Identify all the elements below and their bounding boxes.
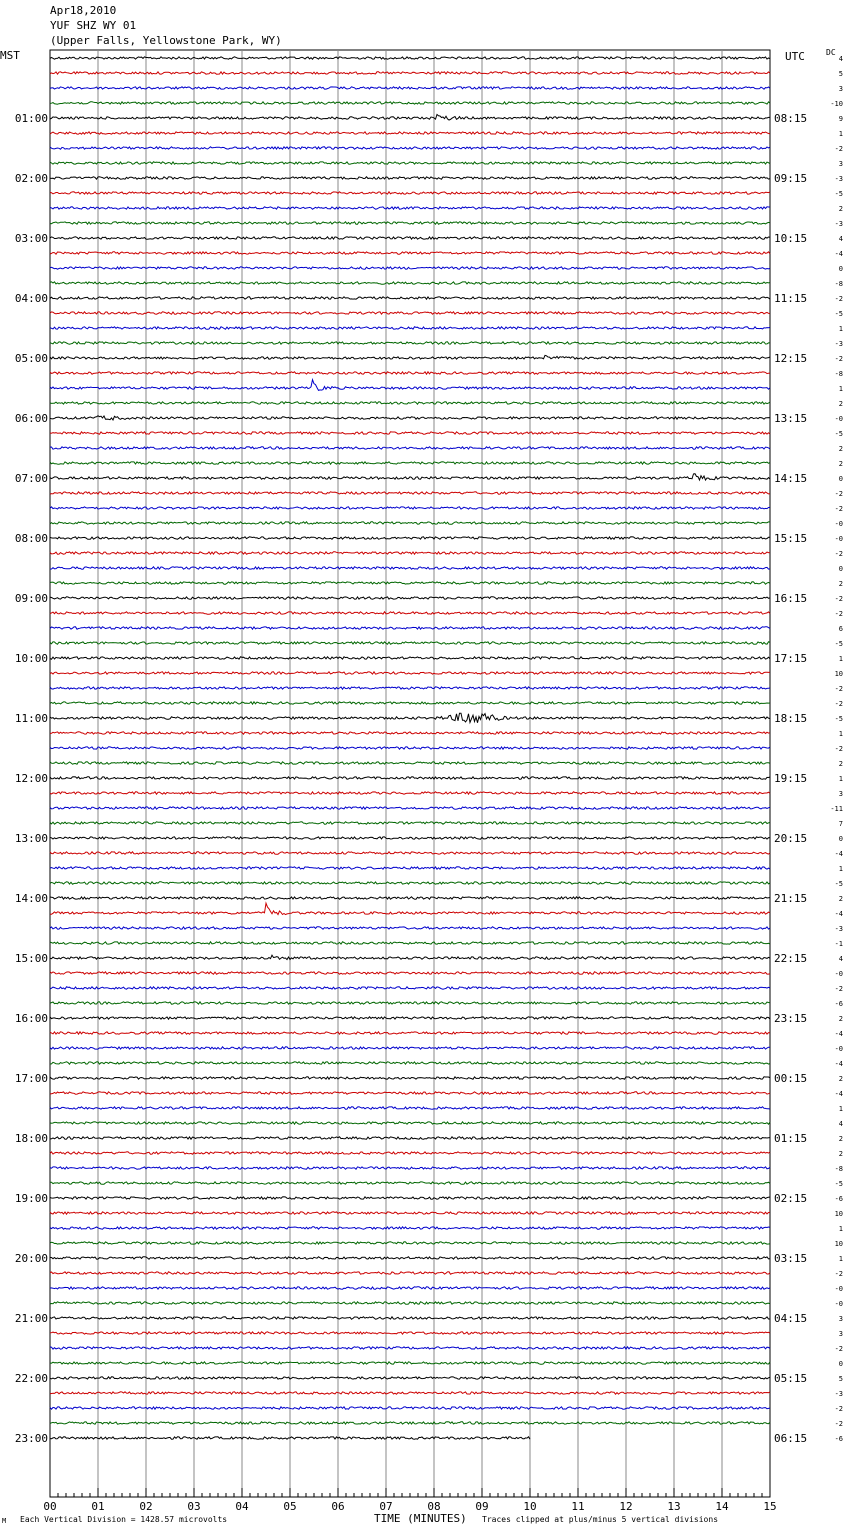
trace-line bbox=[50, 147, 770, 149]
hour-label-right: 13:15 bbox=[774, 412, 808, 425]
dc-offset-value: 2 bbox=[838, 1075, 843, 1083]
trace-line bbox=[50, 537, 770, 539]
dc-offset-value: -0 bbox=[834, 520, 843, 528]
dc-offset-value: 1 bbox=[838, 775, 843, 783]
trace-line bbox=[50, 342, 770, 344]
x-tick-label: 06 bbox=[331, 1500, 345, 1513]
dc-offset-value: -4 bbox=[834, 1060, 843, 1068]
trace-line bbox=[50, 522, 770, 524]
dc-offset-value: 5 bbox=[838, 70, 843, 78]
hour-label-left: 14:00 bbox=[14, 892, 48, 905]
trace-line bbox=[50, 612, 770, 614]
trace-line bbox=[50, 1212, 770, 1214]
dc-offset-value: 3 bbox=[838, 1315, 843, 1323]
dc-offset-value: -1 bbox=[834, 940, 843, 948]
dc-offset-value: -2 bbox=[834, 610, 843, 618]
hour-label-right: 15:15 bbox=[774, 532, 808, 545]
x-tick-label: 13 bbox=[667, 1500, 681, 1513]
dc-offset-value: 1 bbox=[838, 1255, 843, 1263]
dc-offset-value: 2 bbox=[838, 460, 843, 468]
hour-label-left: 05:00 bbox=[14, 352, 48, 365]
trace-line bbox=[50, 372, 770, 374]
trace-line bbox=[50, 702, 770, 704]
trace-line bbox=[50, 57, 770, 59]
dc-offset-value: -0 bbox=[834, 1285, 843, 1293]
hour-label-right: 04:15 bbox=[774, 1312, 808, 1325]
dc-offset-value: -0 bbox=[834, 415, 843, 423]
trace-line bbox=[50, 327, 770, 329]
trace-line bbox=[50, 1347, 770, 1349]
trace-line bbox=[50, 642, 770, 644]
trace-line bbox=[50, 72, 770, 74]
trace-line bbox=[50, 897, 770, 899]
dc-offset-value: -5 bbox=[834, 880, 843, 888]
dc-offset-value: -4 bbox=[834, 1090, 843, 1098]
dc-offset-value: 2 bbox=[838, 895, 843, 903]
hour-label-right: 02:15 bbox=[774, 1192, 808, 1205]
trace-line bbox=[50, 852, 770, 854]
trace-line bbox=[50, 1287, 770, 1289]
dc-offset-value: -8 bbox=[834, 370, 843, 378]
hour-label-left: 17:00 bbox=[14, 1072, 48, 1085]
footer-mark: M bbox=[2, 1517, 7, 1525]
trace-line bbox=[50, 672, 770, 674]
hour-label-right: 22:15 bbox=[774, 952, 808, 965]
dc-offset-value: -2 bbox=[834, 685, 843, 693]
dc-offset-value: -5 bbox=[834, 640, 843, 648]
left-timezone-label: MST bbox=[0, 49, 20, 62]
x-tick-label: 07 bbox=[379, 1500, 393, 1513]
dc-offset-header: DC bbox=[826, 48, 836, 57]
trace-line bbox=[50, 492, 770, 494]
trace-line bbox=[50, 252, 770, 254]
trace-line bbox=[50, 657, 770, 659]
dc-offset-value: -0 bbox=[834, 1300, 843, 1308]
trace-line bbox=[50, 972, 770, 974]
hour-label-right: 16:15 bbox=[774, 592, 808, 605]
trace-line bbox=[50, 732, 770, 734]
dc-offset-value: -2 bbox=[834, 490, 843, 498]
trace-line bbox=[50, 627, 770, 629]
hour-label-right: 03:15 bbox=[774, 1252, 808, 1265]
dc-offset-value: -0 bbox=[834, 1045, 843, 1053]
trace-line bbox=[50, 462, 770, 464]
dc-offset-value: -10 bbox=[830, 100, 843, 108]
trace-line bbox=[50, 237, 770, 239]
dc-offset-value: -3 bbox=[834, 1390, 843, 1398]
trace-line bbox=[50, 447, 770, 449]
trace-line bbox=[50, 222, 770, 224]
dc-offset-value: 0 bbox=[838, 1360, 843, 1368]
trace-line bbox=[50, 777, 770, 779]
trace-line bbox=[50, 762, 770, 764]
dc-offset-value: 2 bbox=[838, 580, 843, 588]
dc-offset-value: -5 bbox=[834, 1180, 843, 1188]
x-tick-label: 08 bbox=[427, 1500, 441, 1513]
trace-line bbox=[50, 822, 770, 824]
dc-offset-value: -2 bbox=[834, 355, 843, 363]
trace-line bbox=[50, 192, 770, 194]
trace-line bbox=[50, 942, 770, 944]
hour-label-left: 02:00 bbox=[14, 172, 48, 185]
dc-offset-value: 10 bbox=[834, 670, 843, 678]
dc-offset-value: 4 bbox=[838, 955, 843, 963]
trace-line bbox=[50, 1317, 770, 1319]
hour-label-right: 00:15 bbox=[774, 1072, 808, 1085]
dc-offset-value: 2 bbox=[838, 1135, 843, 1143]
hour-label-left: 09:00 bbox=[14, 592, 48, 605]
dc-offset-value: 0 bbox=[838, 835, 843, 843]
trace-line bbox=[50, 1032, 770, 1034]
dc-offset-value: -5 bbox=[834, 190, 843, 198]
trace-line bbox=[50, 1362, 770, 1364]
hour-label-right: 19:15 bbox=[774, 772, 808, 785]
dc-offset-value: 0 bbox=[838, 265, 843, 273]
station-location: (Upper Falls, Yellowstone Park, WY) bbox=[50, 34, 282, 47]
hour-label-left: 21:00 bbox=[14, 1312, 48, 1325]
dc-offset-value: -0 bbox=[834, 970, 843, 978]
x-tick-label: 11 bbox=[571, 1500, 585, 1513]
trace-line bbox=[50, 1227, 770, 1229]
trace-line bbox=[50, 1257, 770, 1259]
dc-offset-value: 9 bbox=[838, 115, 843, 123]
dc-offset-value: 4 bbox=[838, 1120, 843, 1128]
trace-line bbox=[50, 102, 770, 104]
trace-line bbox=[50, 1062, 770, 1064]
hour-label-right: 06:15 bbox=[774, 1432, 808, 1445]
dc-offset-value: -2 bbox=[834, 1345, 843, 1353]
trace-line bbox=[50, 955, 770, 959]
dc-offset-value: -8 bbox=[834, 280, 843, 288]
dc-offset-value: 2 bbox=[838, 1150, 843, 1158]
trace-line bbox=[50, 882, 770, 884]
dc-offset-value: 3 bbox=[838, 160, 843, 168]
dc-offset-value: 3 bbox=[838, 790, 843, 798]
x-tick-label: 12 bbox=[619, 1500, 633, 1513]
x-tick-label: 09 bbox=[475, 1500, 489, 1513]
dc-offset-value: -4 bbox=[834, 850, 843, 858]
trace-line bbox=[50, 1137, 770, 1139]
trace-line bbox=[50, 115, 770, 121]
hour-label-right: 12:15 bbox=[774, 352, 808, 365]
hour-label-left: 19:00 bbox=[14, 1192, 48, 1205]
dc-offset-value: -3 bbox=[834, 220, 843, 228]
x-tick-label: 14 bbox=[715, 1500, 729, 1513]
hour-label-right: 14:15 bbox=[774, 472, 808, 485]
trace-line bbox=[50, 507, 770, 509]
dc-offset-value: 1 bbox=[838, 655, 843, 663]
dc-offset-value: -3 bbox=[834, 925, 843, 933]
dc-offset-value: -11 bbox=[830, 805, 843, 813]
trace-line bbox=[50, 747, 770, 749]
dc-offset-value: 4 bbox=[838, 55, 843, 63]
dc-offset-value: -2 bbox=[834, 700, 843, 708]
trace-line bbox=[50, 132, 770, 134]
trace-line bbox=[50, 1407, 770, 1409]
dc-offset-value: 1 bbox=[838, 385, 843, 393]
dc-offset-value: 2 bbox=[838, 400, 843, 408]
hour-label-left: 08:00 bbox=[14, 532, 48, 545]
dc-offset-value: 4 bbox=[838, 235, 843, 243]
dc-offset-value: 7 bbox=[838, 820, 843, 828]
dc-offset-value: 1 bbox=[838, 325, 843, 333]
trace-line bbox=[50, 687, 770, 689]
dc-offset-value: 2 bbox=[838, 445, 843, 453]
hour-label-right: 05:15 bbox=[774, 1372, 808, 1385]
dc-offset-value: 5 bbox=[838, 1375, 843, 1383]
trace-line bbox=[50, 162, 770, 164]
dc-offset-value: 1 bbox=[838, 130, 843, 138]
trace-line bbox=[50, 1272, 770, 1274]
dc-offset-value: 2 bbox=[838, 205, 843, 213]
dc-offset-value: -6 bbox=[834, 1000, 843, 1008]
trace-line bbox=[50, 1152, 770, 1154]
trace-line bbox=[50, 1182, 770, 1184]
dc-offset-value: 3 bbox=[838, 1330, 843, 1338]
hour-label-left: 23:00 bbox=[14, 1432, 48, 1445]
dc-offset-value: -2 bbox=[834, 550, 843, 558]
trace-line bbox=[50, 837, 770, 839]
dc-offset-value: 0 bbox=[838, 565, 843, 573]
trace-line bbox=[50, 792, 770, 794]
trace-line bbox=[50, 807, 770, 809]
trace-line bbox=[50, 282, 770, 284]
trace-line bbox=[50, 1392, 770, 1394]
trace-line bbox=[50, 432, 770, 434]
dc-offset-value: -5 bbox=[834, 430, 843, 438]
trace-line bbox=[50, 355, 770, 359]
x-tick-label: 10 bbox=[523, 1500, 537, 1513]
trace-line bbox=[50, 552, 770, 554]
trace-line bbox=[50, 987, 770, 989]
trace-line bbox=[50, 713, 770, 723]
trace-line bbox=[50, 297, 770, 299]
hour-label-left: 20:00 bbox=[14, 1252, 48, 1265]
trace-line bbox=[50, 1002, 770, 1004]
dc-offset-value: 3 bbox=[838, 85, 843, 93]
hour-label-right: 17:15 bbox=[774, 652, 808, 665]
trace-line bbox=[50, 1047, 770, 1049]
dc-offset-value: -3 bbox=[834, 175, 843, 183]
trace-line bbox=[50, 1377, 770, 1379]
x-tick-label: 04 bbox=[235, 1500, 249, 1513]
dc-offset-value: -2 bbox=[834, 145, 843, 153]
dc-offset-value: -2 bbox=[834, 745, 843, 753]
dc-offset-value: 10 bbox=[834, 1210, 843, 1218]
dc-offset-value: -4 bbox=[834, 250, 843, 258]
hour-label-right: 08:15 bbox=[774, 112, 808, 125]
dc-offset-value: -0 bbox=[834, 535, 843, 543]
hour-label-left: 18:00 bbox=[14, 1132, 48, 1145]
dc-offset-value: 1 bbox=[838, 1225, 843, 1233]
trace-line bbox=[50, 1422, 770, 1424]
dc-offset-value: -4 bbox=[834, 910, 843, 918]
clipping-note: Traces clipped at plus/minus 5 vertical divisions bbox=[482, 1515, 719, 1524]
hour-label-left: 13:00 bbox=[14, 832, 48, 845]
hour-label-right: 21:15 bbox=[774, 892, 808, 905]
hour-label-right: 01:15 bbox=[774, 1132, 808, 1145]
dc-offset-value: -6 bbox=[834, 1435, 843, 1443]
dc-offset-value: 10 bbox=[834, 1240, 843, 1248]
dc-offset-value: -2 bbox=[834, 1270, 843, 1278]
hour-label-left: 15:00 bbox=[14, 952, 48, 965]
hour-label-right: 11:15 bbox=[774, 292, 808, 305]
hour-label-left: 11:00 bbox=[14, 712, 48, 725]
dc-offset-value: -2 bbox=[834, 1405, 843, 1413]
hour-label-right: 10:15 bbox=[774, 232, 808, 245]
x-axis-title: TIME (MINUTES) bbox=[374, 1512, 467, 1525]
trace-line bbox=[50, 1302, 770, 1304]
dc-offset-value: -8 bbox=[834, 1165, 843, 1173]
trace-line bbox=[50, 1017, 770, 1019]
trace-line bbox=[50, 597, 770, 599]
dc-offset-value: 0 bbox=[838, 475, 843, 483]
dc-offset-value: -2 bbox=[834, 595, 843, 603]
trace-line bbox=[50, 1242, 770, 1244]
station-code: YUF SHZ WY 01 bbox=[50, 19, 137, 32]
right-timezone-label: UTC bbox=[785, 50, 805, 63]
x-tick-label: 02 bbox=[139, 1500, 153, 1513]
dc-offset-value: 1 bbox=[838, 865, 843, 873]
vertical-scale-note: Each Vertical Division = 1428.57 microvolts bbox=[20, 1515, 228, 1524]
x-tick-label: 05 bbox=[283, 1500, 297, 1513]
dc-offset-value: -2 bbox=[834, 505, 843, 513]
trace-line bbox=[50, 903, 770, 914]
trace-line bbox=[50, 177, 770, 179]
dc-offset-value: 1 bbox=[838, 1105, 843, 1113]
hour-label-left: 03:00 bbox=[14, 232, 48, 245]
trace-line bbox=[50, 1332, 770, 1334]
x-tick-label: 01 bbox=[91, 1500, 105, 1513]
trace-line bbox=[50, 1077, 770, 1079]
x-tick-label: 15 bbox=[763, 1500, 777, 1513]
hour-label-left: 16:00 bbox=[14, 1012, 48, 1025]
dc-offset-value: -2 bbox=[834, 1420, 843, 1428]
trace-line bbox=[50, 87, 770, 89]
trace-line bbox=[50, 416, 770, 420]
hour-label-right: 09:15 bbox=[774, 172, 808, 185]
hour-label-right: 18:15 bbox=[774, 712, 808, 725]
hour-label-left: 01:00 bbox=[14, 112, 48, 125]
dc-offset-value: -4 bbox=[834, 1030, 843, 1038]
trace-line bbox=[50, 867, 770, 869]
x-tick-label: 00 bbox=[43, 1500, 57, 1513]
trace-line bbox=[50, 1107, 770, 1109]
trace-line bbox=[50, 567, 770, 569]
dc-offset-value: 6 bbox=[838, 625, 843, 633]
dc-offset-value: 2 bbox=[838, 760, 843, 768]
trace-line bbox=[50, 1167, 770, 1169]
hour-label-right: 20:15 bbox=[774, 832, 808, 845]
trace-line bbox=[50, 1122, 770, 1124]
trace-line bbox=[50, 1197, 770, 1199]
trace-line bbox=[50, 582, 770, 584]
dc-offset-value: -6 bbox=[834, 1195, 843, 1203]
hour-label-left: 12:00 bbox=[14, 772, 48, 785]
hour-label-left: 22:00 bbox=[14, 1372, 48, 1385]
trace-line bbox=[50, 312, 770, 314]
hour-label-left: 07:00 bbox=[14, 472, 48, 485]
hour-label-left: 10:00 bbox=[14, 652, 48, 665]
trace-line bbox=[50, 474, 770, 480]
hour-label-left: 06:00 bbox=[14, 412, 48, 425]
hour-label-right: 23:15 bbox=[774, 1012, 808, 1025]
trace-line bbox=[50, 1092, 770, 1094]
trace-line bbox=[50, 267, 770, 269]
hour-label-left: 04:00 bbox=[14, 292, 48, 305]
dc-offset-value: 1 bbox=[838, 730, 843, 738]
dc-offset-value: -2 bbox=[834, 295, 843, 303]
dc-offset-value: -3 bbox=[834, 340, 843, 348]
trace-line bbox=[50, 207, 770, 209]
trace-line bbox=[50, 927, 770, 929]
plot-date: Apr18,2010 bbox=[50, 4, 117, 17]
x-tick-label: 03 bbox=[187, 1500, 201, 1513]
dc-offset-value: -5 bbox=[834, 310, 843, 318]
trace-line bbox=[50, 402, 770, 404]
dc-offset-value: 2 bbox=[838, 1015, 843, 1023]
trace-line bbox=[50, 380, 770, 391]
dc-offset-value: -5 bbox=[834, 715, 843, 723]
dc-offset-value: -2 bbox=[834, 985, 843, 993]
